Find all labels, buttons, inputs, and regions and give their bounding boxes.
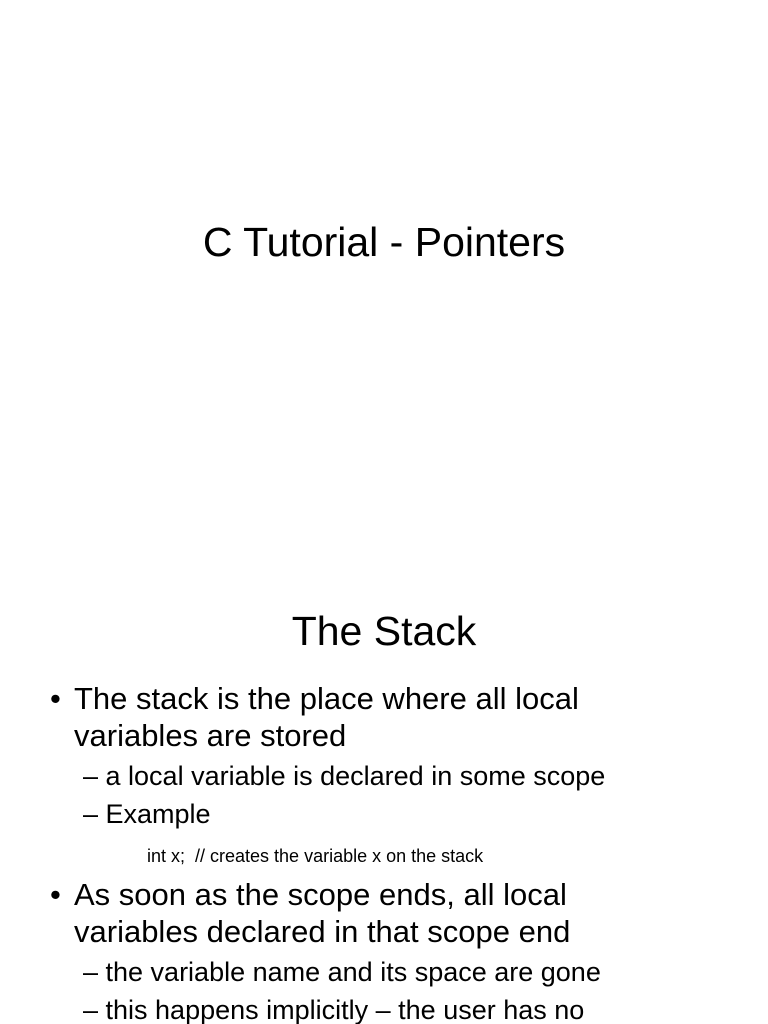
bullet-icon: •	[50, 681, 61, 716]
slide-title: C Tutorial - Pointers	[202, 219, 566, 265]
bullet-text-line: variables declared in that scope end	[74, 914, 571, 949]
sub-bullet: – Example	[83, 799, 211, 829]
bullet-text-line: The stack is the place where all local	[74, 681, 579, 716]
sub-bullet: – this happens implicitly – the user has no	[83, 995, 585, 1024]
bullet-text-line: variables are stored	[74, 718, 347, 753]
slide-title: The Stack	[291, 608, 477, 654]
sub-bullet: – the variable name and its space are gone	[83, 957, 601, 987]
sub-bullet: – a local variable is declared in some scope	[83, 761, 606, 791]
bullet-icon: •	[50, 877, 61, 912]
bullet-text-line: As soon as the scope ends, all local	[74, 877, 567, 912]
code-example: int x; // creates the variable x on the stack	[147, 846, 484, 866]
